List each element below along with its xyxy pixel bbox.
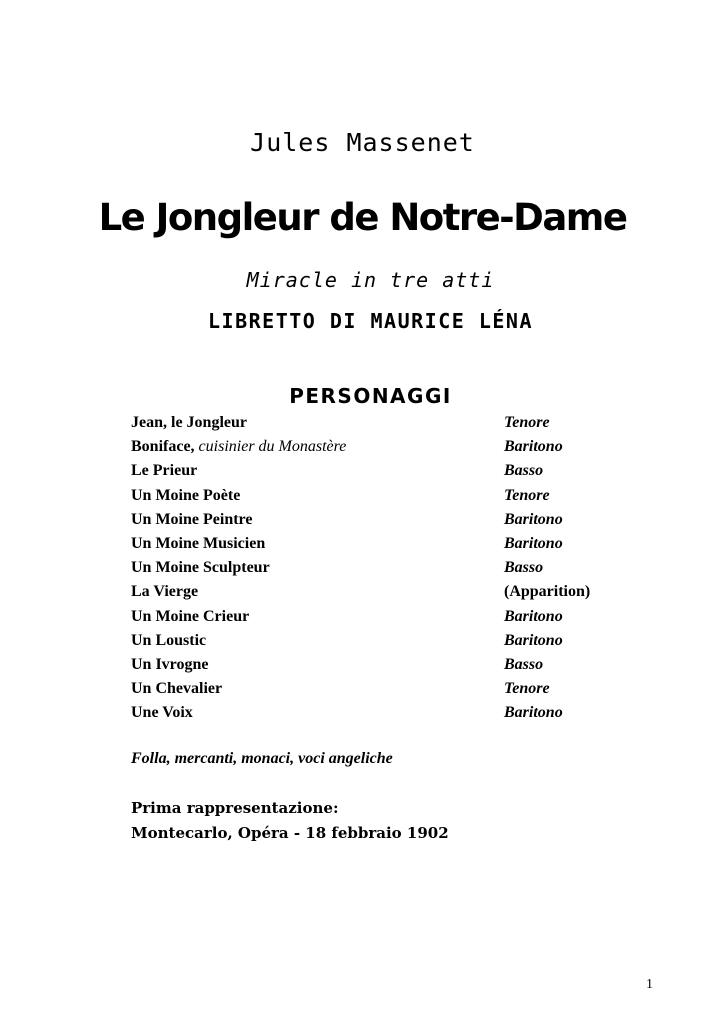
- cast-row: [131, 486, 611, 510]
- page-number: 1: [646, 977, 653, 992]
- role-name: Un Moine Peintre: [131, 510, 253, 528]
- cast-row: [131, 558, 611, 582]
- voice-type: Baritono: [504, 704, 563, 722]
- cast-row: [131, 510, 611, 534]
- librettist-line: LIBRETTO DI MAURICE LÉNA: [208, 309, 533, 333]
- role-name: Une Voix: [131, 704, 193, 722]
- cast-row: [131, 461, 611, 485]
- cast-row: [131, 534, 611, 558]
- role-name: Jean, le Jongleur: [131, 414, 247, 431]
- cast-row: [131, 437, 611, 461]
- opera-title: Le Jongleur de Notre-Dame: [98, 196, 627, 239]
- voice-type: Tenore: [504, 680, 550, 698]
- role-description: cuisinier du Monastère: [194, 438, 347, 456]
- cast-row: [131, 413, 611, 437]
- voice-type: Baritono: [504, 631, 563, 649]
- cast-row: [131, 655, 611, 679]
- cast-row: [131, 607, 611, 631]
- role-name: Boniface,: [131, 438, 195, 456]
- voice-type: Baritono: [504, 607, 563, 625]
- role-name: Un Loustic: [131, 631, 207, 649]
- opera-subtitle: Miracle in tre atti: [246, 268, 495, 292]
- cast-row: [131, 631, 611, 655]
- voice-type: Basso: [504, 655, 544, 673]
- chorus-note: Folla, mercanti, monaci, voci angeliche: [131, 750, 393, 767]
- voice-type: Tenore: [504, 414, 550, 431]
- cast-list: [131, 413, 611, 727]
- cast-row: [131, 679, 611, 703]
- role-name: Un Moine Sculpteur: [131, 559, 270, 577]
- premiere-info: [131, 796, 449, 846]
- voice-type: Tenore: [504, 486, 550, 504]
- role-name: Un Ivrogne: [131, 655, 209, 673]
- cast-row: [131, 582, 611, 606]
- cast-heading: PERSONAGGI: [289, 384, 452, 408]
- voice-type: Baritono: [504, 438, 563, 456]
- voice-type: Basso: [504, 559, 544, 577]
- premiere-label: Prima rappresentazione:: [131, 799, 339, 817]
- premiere-details: Montecarlo, Opéra - 18 febbraio 1902: [131, 824, 449, 842]
- composer-name: Jules Massenet: [250, 128, 475, 157]
- role-name: Le Prieur: [131, 462, 198, 480]
- role-name: Un Moine Musicien: [131, 534, 266, 552]
- role-name: Un Moine Crieur: [131, 607, 250, 625]
- role-name: Un Chevalier: [131, 680, 223, 698]
- cast-row: [131, 703, 611, 727]
- voice-type: Basso: [504, 462, 544, 480]
- voice-type: Baritono: [504, 534, 563, 552]
- role-name: Un Moine Poète: [131, 486, 241, 504]
- voice-type: (Apparition): [504, 583, 591, 601]
- role-name: La Vierge: [131, 583, 199, 601]
- voice-type: Baritono: [504, 510, 563, 528]
